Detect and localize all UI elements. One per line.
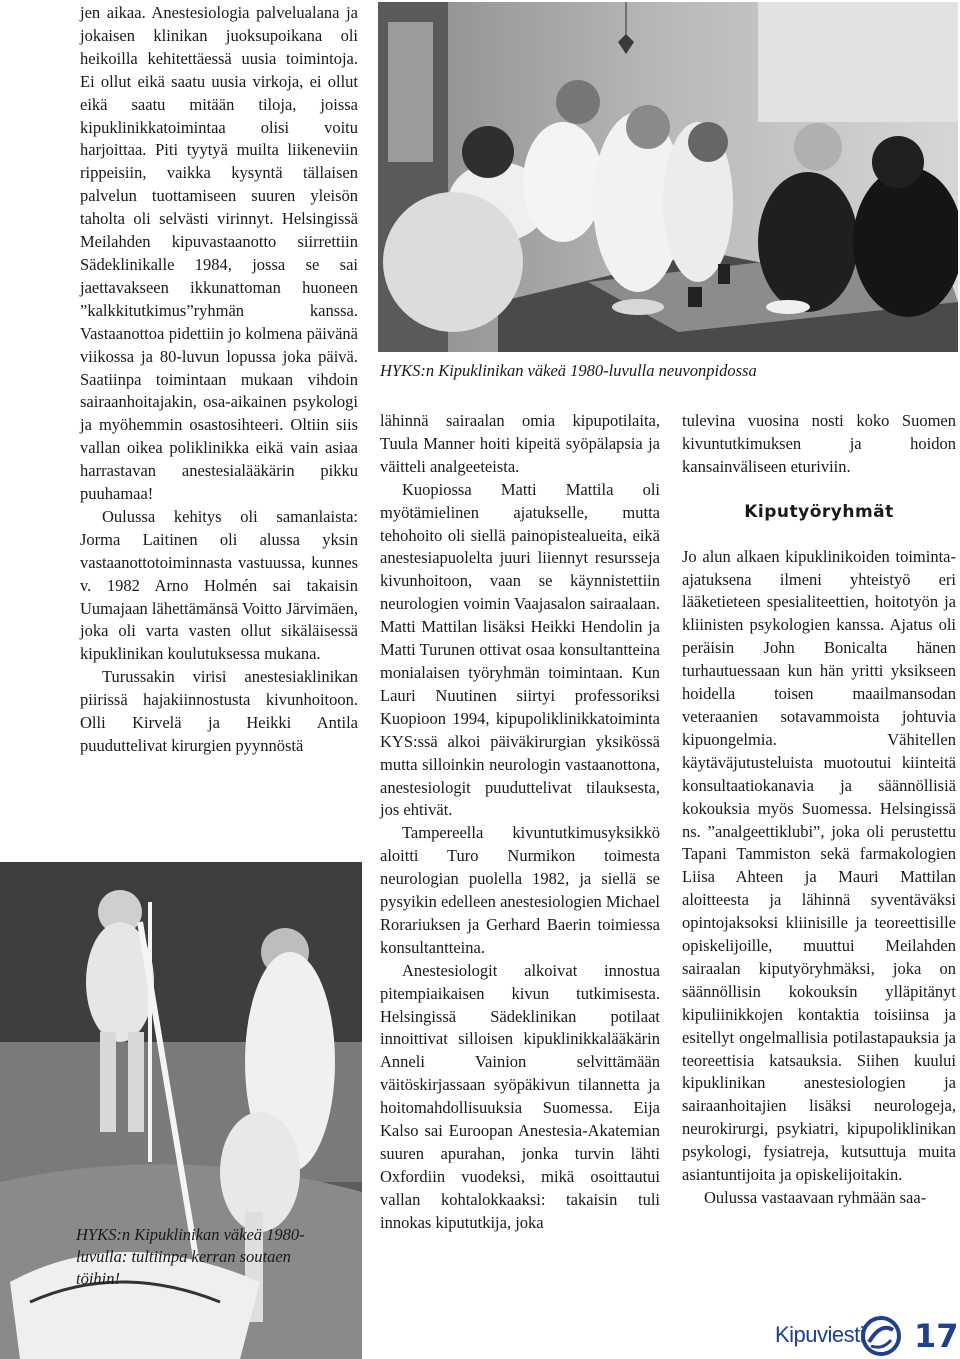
text-column-3 (682, 410, 956, 1210)
page-number: 17 (914, 1317, 959, 1355)
paragraph: Kuopiossa Matti Mattila oli myötämielinen ajatukselle, mutta tehohoito oli siellä painopistealueita, eikä anestesiapuolelta juuri liiennyt resursseja kivunhoitoon, vaan se käynnistettiin neurologien voimin Vaajasalon sairaalaan. Matti Mattilan lisäksi Heikki Hendolin ja Matti Turunen ottivat osaa konsultantteina monialaisen työryhmän toimintaan. Kun Lauri Nuutinen siirtyi professoriksi Kuopioon 1994, kipupoliklinikkatoiminta KYS:ssä alkoi päiväkirurgian yksikössä mutta silloinkin neurologin vastaanottona, anestesiologit puuduttelivat tilauksesta, jos ehtivät. (380, 479, 660, 820)
paragraph: lähinnä sairaalan omia kipupotilaita, Tuula Manner hoiti kipeitä syöpälapsia ja väitteli analgeeteista. (380, 411, 660, 476)
photo-meeting-image (378, 2, 958, 352)
paragraph: jen aikaa. Anestesiologia palvelualana ja jokaisen klinikan juoksupoikana oli heikoilla kehitettäessä uusia toimintoja. Ei ollut eikä saatu uusia virkoja, ei ollut eikä saatu mitään tiloja, joissa kipuklinikkatoimintaa olisi voitu harjoittaa. Piti tyytyä muilta liikeneviin rippeisiin, vaikka kysyntä tällaisen palvelun tuottamiseen suuren yleisön taholta oli selvästi virinnyt. Helsingissä Meilahden kipuvastaanotto siirrettiin Sädeklinikalle 1984, jossa se sai jaettavakseen ikkunattoman huoneen ”kalkkitutkimus”ryhmän kanssa. Vastaanottoa pidettiin jo kolmena päivänä viikossa ja 80-luvun lopussa joka päivä. Saatiinpa toimintaan mukaan vihdoin sairaanhoitajakin, osa-aikainen psykologi ja myöhemmin osastosihteeri. Oltiin siis vallan oikea poliklinikka eikä vain asiaa harrastavan anestesialääkärin pikku puuhamaa! (80, 3, 358, 504)
photo-caption-top: HYKS:n Kipuklinikan väkeä 1980-luvulla neuvonpidossa (380, 361, 757, 380)
photo-meeting (378, 2, 958, 352)
paragraph: Tampereella kivuntutkimusyksikkö aloitti Turo Nurmikon toimesta neurologian puolella 1982, ja siellä se pysyikin edelleen anestesiologien Michael Rorariuksen ja Gerhard Baerin toimiessa konsultantteina. (380, 823, 660, 957)
brand-logo-icon (861, 1316, 901, 1356)
paragraph: Oulussa vastaavaan ryhmään saa- (704, 1188, 927, 1207)
paragraph: tulevina vuosina nosti koko Suomen kivuntutkimuksen ja hoidon kansainväliseen eturiviin. (682, 411, 956, 476)
photo-caption-bottom: HYKS:n Kipuklinikan väkeä 1980-luvulla: tultiinpa kerran soutaen töihin! (76, 1225, 305, 1288)
paragraph: Jo alun alkaen kipuklinikoiden toiminta-ajatuksena ilmeni yhteistyö eri lääketieteen spesialiteettien, hoitotyön ja kliinisten psykologien kanssa. Ajatus oli peräisin John Bonicalta hänen turhautuessaan kun hän yritti yksikseen hoidella toisen maailmansodan veteraanien sotavammoista johtuvia kipuongelmia. Vähitellen käytäväjutusteluista muotoutui kiinteitä konsultaatiokanavia ja säännöllisiä kokouksia myös Suomessa. Helsingissä ns. ”analgeettiklubi”, joka oli perustettu Tapani Tammiston sekä farmakologien Liisa Ahteen ja Mauri Mattilan aloitteesta ja lähinnä syventäväksi opintojaksoksi kliinisille ja teoreettisille opiskelijoille, muuttui Meilahden sairaalan kiputyöryhmäksi, joka on säännöllisin kokouksin ylläpitänyt kipuliinikkojen kontaktia toisiinsa ja esitellyt ongelmallisia potilastapauksia ja teoreettisia katsauksia. Siihen kuului kipuklinikan anestesiologien ja sairaanhoitajien lisäksi neurologeja, neurokirurgi, psykiatri, kipupoliklinikan psykologi, fysiatreja, kutsuttuja muita asiantuntijoita ja opiskelijoitakin. (682, 546, 956, 1185)
text-column-2 (380, 410, 660, 1235)
brand-name: Kipuviesti (775, 1322, 865, 1347)
paragraph: Anestesiologit alkoivat innostua pitempiaikaisen kivun tutkimisesta. Helsingissä Sädeklinikan potilaat innoittivat silloisen kipuklinikkalääkärin Anneli Vainion selvittämään väitöskirjassaan syöpäkivun tilannetta ja hoitomahdollisuuksia Suomessa. Eija Kalso sai Euroopan Anestesia-Akatemian suuren apurahan, jonka turvin lähti Oxfordiin vuodeksi, mikä osoittautui vallan kohtalokkaaksi: takaisin tuli innokas kipututkija, joka (380, 960, 660, 1232)
section-heading: Kiputyöryhmät (744, 501, 894, 522)
paragraph: Oulussa kehitys oli samanlaista: Jorma Laitinen oli alussa yksin vastaanottotoiminnasta vastuussa, kunnes v. 1982 Arno Holmén sai takaisin Uumajaan lähettämänsä Voitto Järvimäen, joka oli varta vasten ollut sikäläisessä kipuklinikan koulutuksessa mukana. (80, 506, 358, 664)
text-column-1 (80, 2, 358, 758)
paragraph: Turussakin virisi anestesiaklinikan piirissä hajakiinnostusta kivunhoitoon. Olli Kirvelä ja Heikki Antila puuduttelivat kirurgien pyynnöstä (80, 667, 358, 755)
